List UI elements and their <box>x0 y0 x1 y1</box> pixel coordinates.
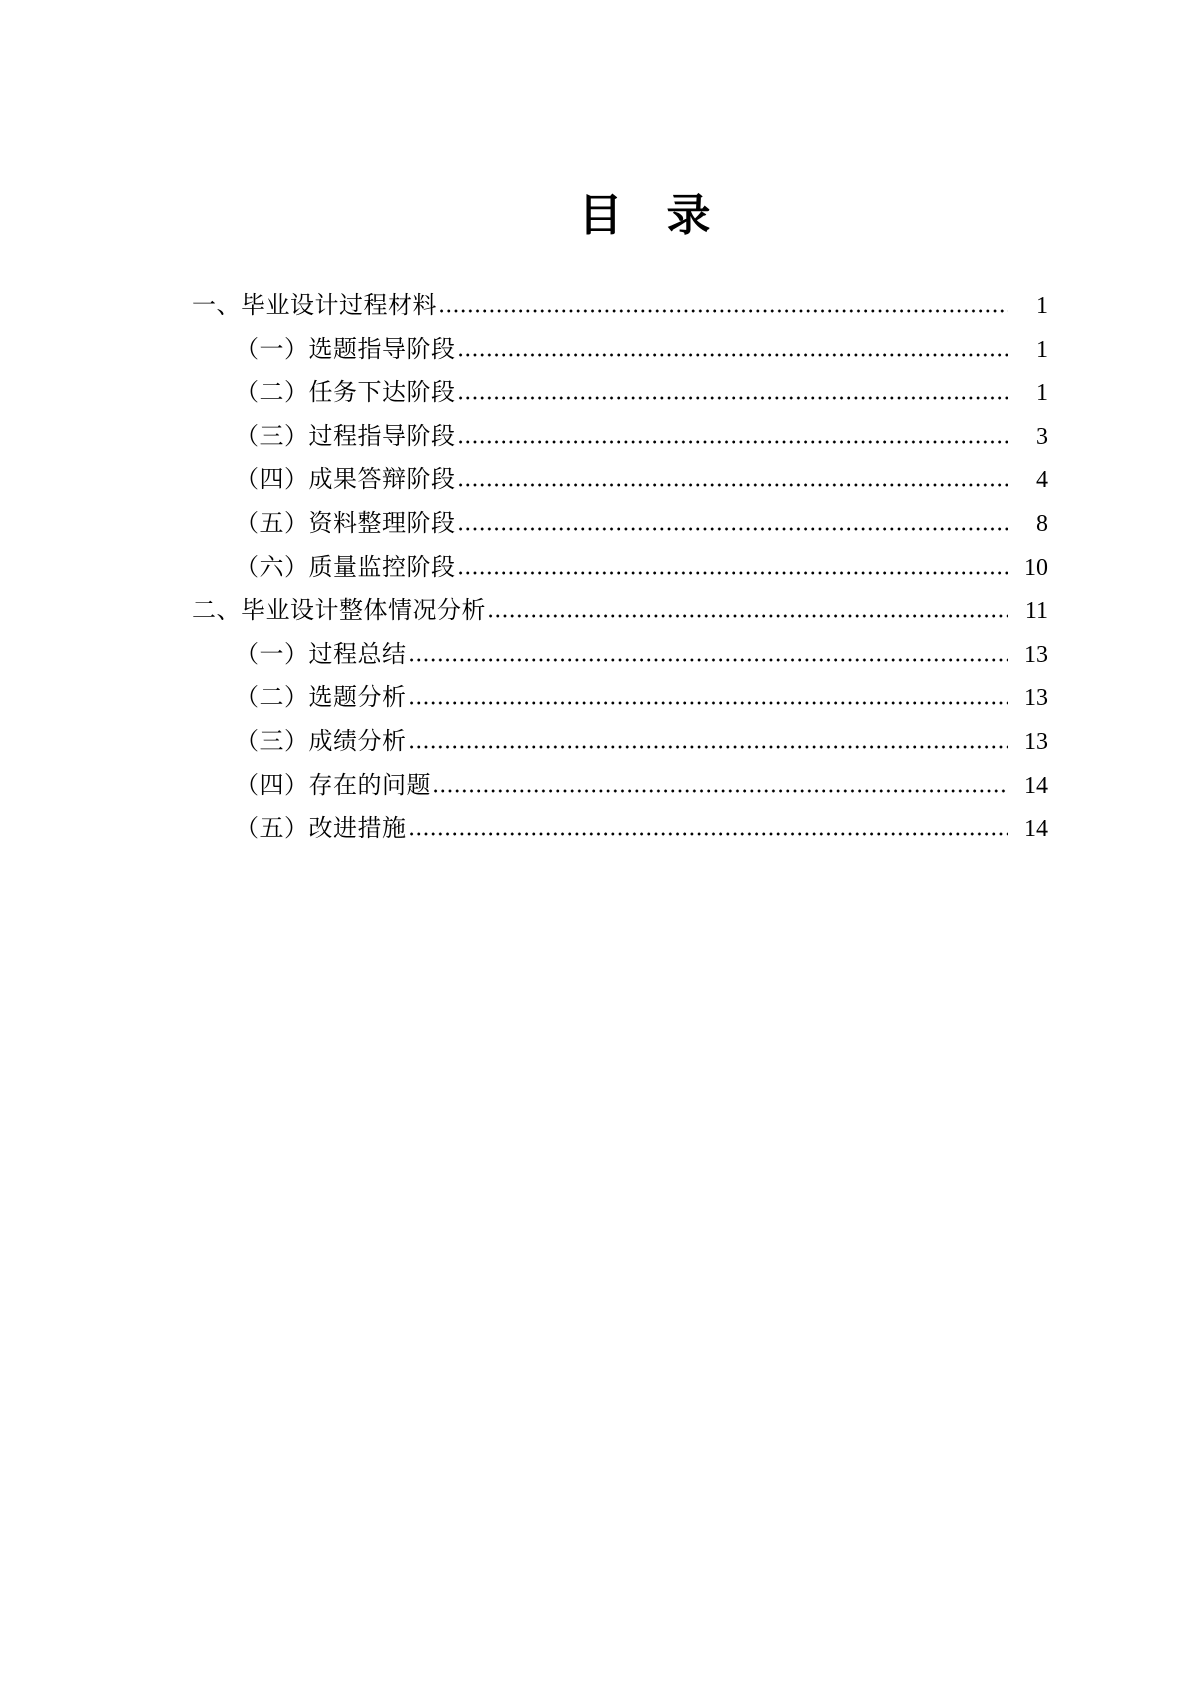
toc-entry-label: 一、毕业设计过程材料 <box>192 293 437 319</box>
toc-leader-dots <box>410 832 1009 836</box>
toc-leader-dots <box>410 701 1009 705</box>
toc-entry-page-number: 13 <box>1024 728 1048 755</box>
toc-entry[interactable] <box>192 765 1048 809</box>
toc-entry-page-number: 1 <box>1036 336 1048 363</box>
toc-entry[interactable] <box>192 547 1048 591</box>
toc-leader-dots <box>459 527 1009 531</box>
toc-entry-label: （二）任务下达阶段 <box>235 380 456 407</box>
toc-entry-label: 二、毕业设计整体情况分析 <box>192 598 486 625</box>
toc-entry-page-number: 13 <box>1024 641 1048 668</box>
toc-entry-page-number: 10 <box>1024 554 1048 581</box>
toc-entry-page-number: 1 <box>1036 380 1048 407</box>
toc-leader-dots <box>459 571 1009 575</box>
toc-entry-label: （四）成果答辩阶段 <box>235 467 456 494</box>
toc-entry[interactable] <box>192 677 1048 721</box>
toc-entry[interactable] <box>192 808 1048 852</box>
toc-entry[interactable] <box>192 329 1048 373</box>
toc-entry-page-number: 14 <box>1024 772 1048 799</box>
toc-list <box>192 285 1048 852</box>
toc-leader-dots <box>410 745 1009 749</box>
toc-entry-label: （六）质量监控阶段 <box>235 554 456 581</box>
toc-leader-dots <box>459 396 1009 400</box>
toc-entry[interactable] <box>192 459 1048 503</box>
toc-entry[interactable] <box>192 372 1048 416</box>
toc-entry-label: （二）选题分析 <box>235 685 407 712</box>
toc-entry-label: （一）过程总结 <box>235 641 407 668</box>
toc-leader-dots <box>410 658 1009 662</box>
toc-entry[interactable] <box>192 285 1048 329</box>
toc-entry-page-number: 14 <box>1024 816 1048 843</box>
toc-entry-page-number: 1 <box>1036 293 1048 319</box>
toc-entry[interactable] <box>192 590 1048 634</box>
toc-leader-dots <box>459 353 1009 357</box>
toc-leader-dots <box>434 789 1008 793</box>
toc-leader-dots <box>459 483 1009 487</box>
toc-leader-dots <box>489 614 1008 618</box>
toc-leader-dots <box>440 309 1008 313</box>
toc-entry-label: （五）资料整理阶段 <box>235 510 456 537</box>
toc-entry-label: （三）过程指导阶段 <box>235 423 456 450</box>
toc-entry-label: （三）成绩分析 <box>235 728 407 755</box>
toc-entry-label: （一）选题指导阶段 <box>235 336 456 363</box>
toc-entry-page-number: 11 <box>1024 598 1048 625</box>
toc-entry-label: （四）存在的问题 <box>235 772 431 799</box>
toc-entry[interactable] <box>192 503 1048 547</box>
toc-entry-page-number: 3 <box>1036 423 1048 450</box>
toc-entry[interactable] <box>192 634 1048 678</box>
toc-title: 目 录 <box>578 191 711 240</box>
toc-entry[interactable] <box>192 416 1048 460</box>
toc-leader-dots <box>459 440 1009 444</box>
toc-entry[interactable] <box>192 721 1048 765</box>
toc-entry-page-number: 8 <box>1036 510 1048 537</box>
toc-entry-label: （五）改进措施 <box>235 816 407 843</box>
toc-entry-page-number: 13 <box>1024 685 1048 712</box>
toc-entry-page-number: 4 <box>1036 467 1048 494</box>
